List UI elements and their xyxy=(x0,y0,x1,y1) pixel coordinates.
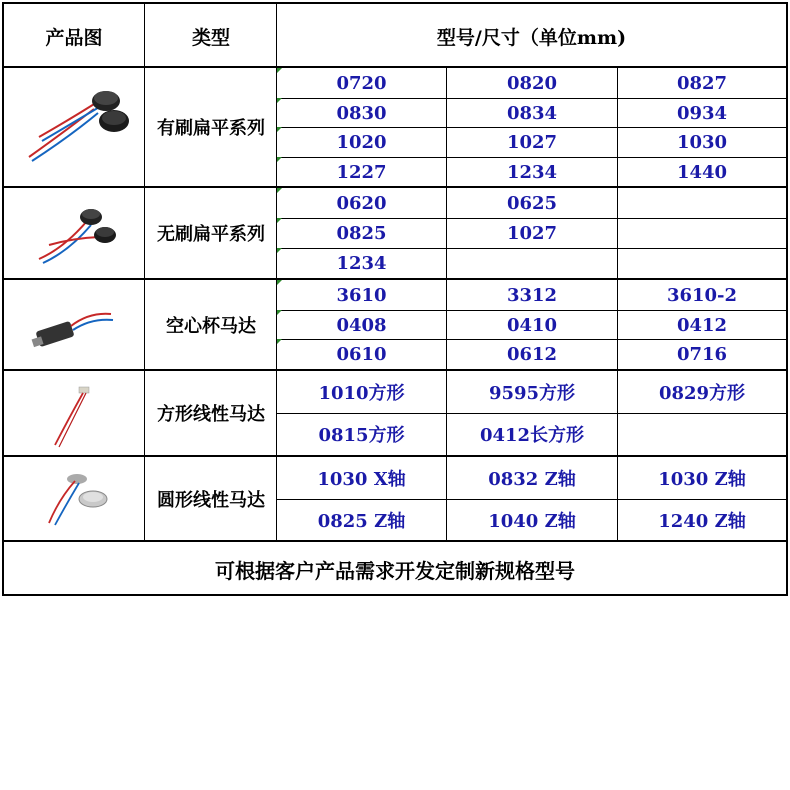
coreless-motor-icon xyxy=(19,290,129,360)
model-cell: 1440 xyxy=(676,161,728,183)
model-cell: 0832 Z轴 xyxy=(488,469,576,490)
model-cell: 0934 xyxy=(676,102,728,124)
product-image-square-linear xyxy=(4,371,144,455)
model-cell: 1234 xyxy=(336,252,387,274)
flat-brushed-motor-icon xyxy=(14,77,134,177)
product-image-coreless xyxy=(4,280,144,369)
model-cell: 1227 xyxy=(336,161,387,183)
model-cell xyxy=(447,248,617,278)
model-cell: 3610-2 xyxy=(666,284,738,306)
model-cell: 0834 xyxy=(506,102,558,124)
model-cell: 0827 xyxy=(676,72,728,94)
model-cell: 0829方形 xyxy=(658,383,746,404)
model-cell: 3610 xyxy=(336,284,387,306)
flat-brushless-motor-icon xyxy=(19,193,129,273)
header-image-col: 产品图 xyxy=(45,26,103,49)
corner-mark xyxy=(277,248,282,253)
model-cell: 0412长方形 xyxy=(479,425,585,446)
type-label: 空心杯马达 xyxy=(166,315,256,337)
model-cell xyxy=(618,188,786,218)
model-cell: 0408 xyxy=(336,314,387,336)
type-label: 无刷扁平系列 xyxy=(157,224,265,245)
corner-mark xyxy=(277,280,282,285)
corner-mark xyxy=(277,127,282,132)
round-linear-motor-icon xyxy=(19,459,129,539)
corner-mark xyxy=(277,310,282,315)
model-cell: 0610 xyxy=(336,343,387,365)
model-cell: 0720 xyxy=(336,72,387,94)
model-cell: 0620 xyxy=(336,192,387,214)
header-type-col: 类型 xyxy=(191,26,230,49)
header-model-col: 型号/尺寸（单位mm) xyxy=(436,26,627,49)
model-cell: 9595方形 xyxy=(488,383,576,404)
corner-mark xyxy=(277,188,282,193)
footer-note: 可根据客户产品需求开发定制新规格型号 xyxy=(215,558,575,583)
model-cell: 0410 xyxy=(506,314,558,336)
type-label: 有刷扁平系列 xyxy=(157,118,265,139)
product-image-flat-brushed xyxy=(4,68,144,186)
model-cell: 0825 xyxy=(336,222,387,244)
model-cell: 1030 xyxy=(676,131,728,153)
model-cell: 0815方形 xyxy=(318,425,405,446)
model-cell: 1030 Z轴 xyxy=(658,469,746,490)
product-image-flat-brushless xyxy=(4,188,144,278)
model-cell: 0825 Z轴 xyxy=(317,511,406,532)
model-cell: 0625 xyxy=(506,192,558,214)
model-cell xyxy=(618,248,786,278)
corner-mark xyxy=(277,339,282,344)
model-cell: 1234 xyxy=(506,161,558,183)
col-divider xyxy=(144,4,145,540)
model-cell xyxy=(618,218,786,248)
model-cell: 0830 xyxy=(336,102,387,124)
model-cell: 1027 xyxy=(506,131,558,153)
model-cell: 0412 xyxy=(676,314,728,336)
type-label: 圆形线性马达 xyxy=(157,489,265,511)
model-cell: 1010方形 xyxy=(318,383,405,404)
type-label: 方形线性马达 xyxy=(157,404,265,425)
model-cell: 0612 xyxy=(506,343,558,365)
model-cell: 3312 xyxy=(506,284,558,306)
corner-mark xyxy=(277,157,282,162)
corner-mark xyxy=(277,218,282,223)
corner-mark xyxy=(277,98,282,103)
model-cell: 1027 xyxy=(506,222,558,244)
model-cell: 1030 X轴 xyxy=(317,469,406,490)
model-cell: 0716 xyxy=(676,343,728,365)
corner-mark xyxy=(277,68,282,73)
square-linear-motor-icon xyxy=(19,373,129,453)
model-cell: 1040 Z轴 xyxy=(488,511,576,532)
model-cell: 0820 xyxy=(506,72,558,94)
model-cell: 1020 xyxy=(336,131,387,153)
product-image-round-linear xyxy=(4,457,144,540)
model-table xyxy=(2,2,788,596)
model-cell: 1240 Z轴 xyxy=(658,511,746,532)
model-cell xyxy=(618,413,786,455)
